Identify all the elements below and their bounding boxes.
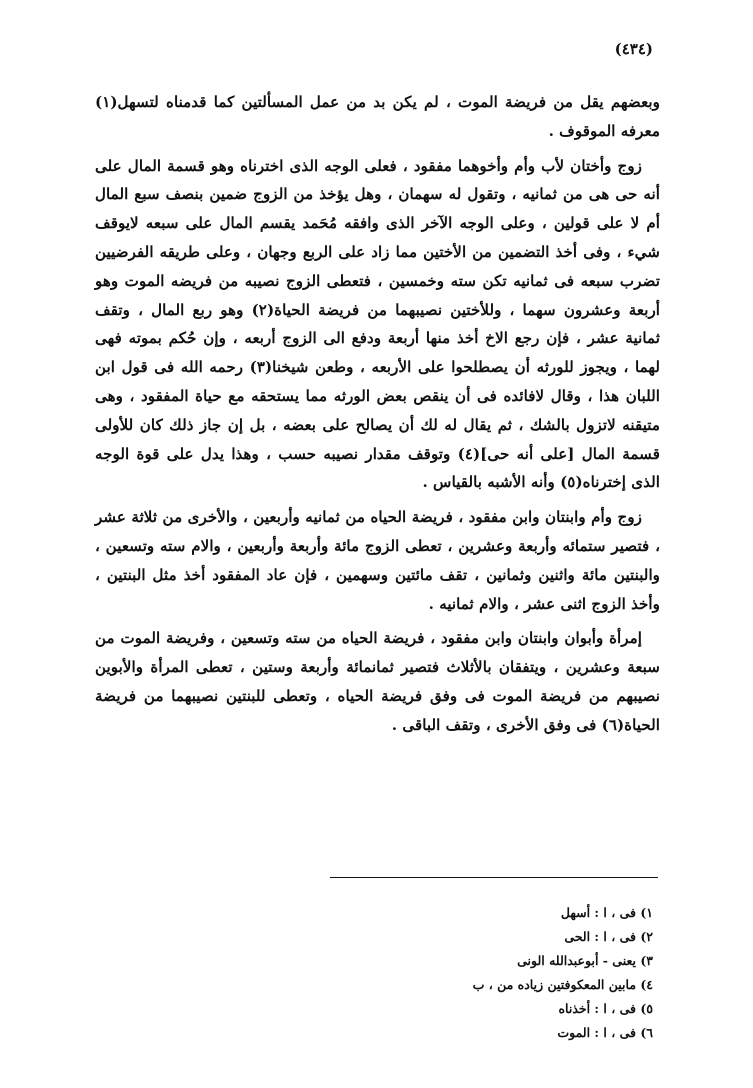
footnotes-list (253, 901, 653, 1045)
paragraph: زوج وأم وابنتان وابن مفقود ، فريضة الحياه من ثمانيه وأربعين ، والأخرى من ثلاثة عشر ، فتصير ستمائه وأربعة وعشرين ، تعطى الزوج مائة وأربعة وأربعين ، والام سته وتسعين ، والبنتين مائة واثنين وثمانين ، تقف مائتين وسهمين ، فإن عاد المفقود أخذ مثل البنتين ، وأخذ الزوج اثنى عشر ، والام ثمانيه . (95, 508, 660, 613)
footnote: ٣) يعنى - أبوعبدالله الونى (517, 953, 653, 968)
footnote: ٤) مابين المعكوفتين زياده من ، ب (472, 977, 653, 992)
footnote: ١) فى ، ا : أسهل (560, 905, 653, 920)
footnote-divider (330, 877, 658, 878)
footnote: ٢) فى ، ا : الحى (564, 929, 653, 944)
paragraph: زوج وأختان لأب وأم وأخوهما مفقود ، فعلى الوجه الذى اخترناه وهو قسمة المال على أنه حى هى من ثمانيه ، وتقول له سهمان ، وهل يؤخذ من الزوج ضمين بنصف سبع المال أم لا على قولين ، وعلى الوجه الآخر الذى وافقه مُحَمد يقسم المال على سبعه لايوقف شيء ، وفى أخذ التضمين من الأختين مما زاد على الربع وجهان ، وعلى طريقه الفرضيين تضرب سبعه فى ثمانيه تكن سته وخمسين ، فتعطى الزوج نصيبه من فريضه الموت وهو أربعة وعشرون سهما ، وللأختين نصيبهما من فريضة الحياة(٢) وهو ربع المال ، وتقف ثمانية عشر ، فإن رجع الاخ أخذ منها أربعة ودفع الى الزوج أربعه ، وإن حُكم بموته فهى لهما ، ويجوز للورثه أن يصطلحوا على الأربعه ، وطعن شيخنا(٣) رحمه الله فى قول ابن اللبان هذا ، وقال لافائده فى أن ينقص بعض الورثه مما يستحقه مع حياة المفقود ، وهى متيقنه لاتزول بالشك ، ثم يقال له لك أن يصالح على بعضه ، بل إن جاز ذلك كان للأولى قسمة المال [على أنه حى](٤) وتوقف مقدار نصيبه حسب ، وهذا يدل على قوة الوجه الذى إخترناه(٥) وأنه الأشبه بالقياس . (95, 156, 660, 492)
paragraph: إمرأة وأبوان وابنتان وابن مفقود ، فريضة الحياه من سته وتسعين ، وفريضة الموت من سبعة وعشرين ، ويتفقان بالأثلاث فتصير ثمانمائة وأربعة وستين ، تعطى المرأة والأبوين نصيبهم من فريضة الموت فى وفق فريضة الحياه ، وتعطى للبنتين نصيبهما من فريضة الحياة(٦) فى وفق الأخرى ، وتقف الباقى . (95, 629, 660, 734)
footnote: ٦) فى ، ا : الموت (557, 1025, 653, 1040)
page-number: (٤٣٤) (614, 40, 653, 58)
paragraph: وبعضهم يقل من فريضة الموت ، لم يكن بد من عمل المسألتين كما قدمناه لتسهل(١) معرفه الموقوف . (95, 93, 660, 140)
footnote: ٥) فى ، ا : أخذناه (558, 1001, 653, 1016)
main-text (95, 88, 660, 746)
